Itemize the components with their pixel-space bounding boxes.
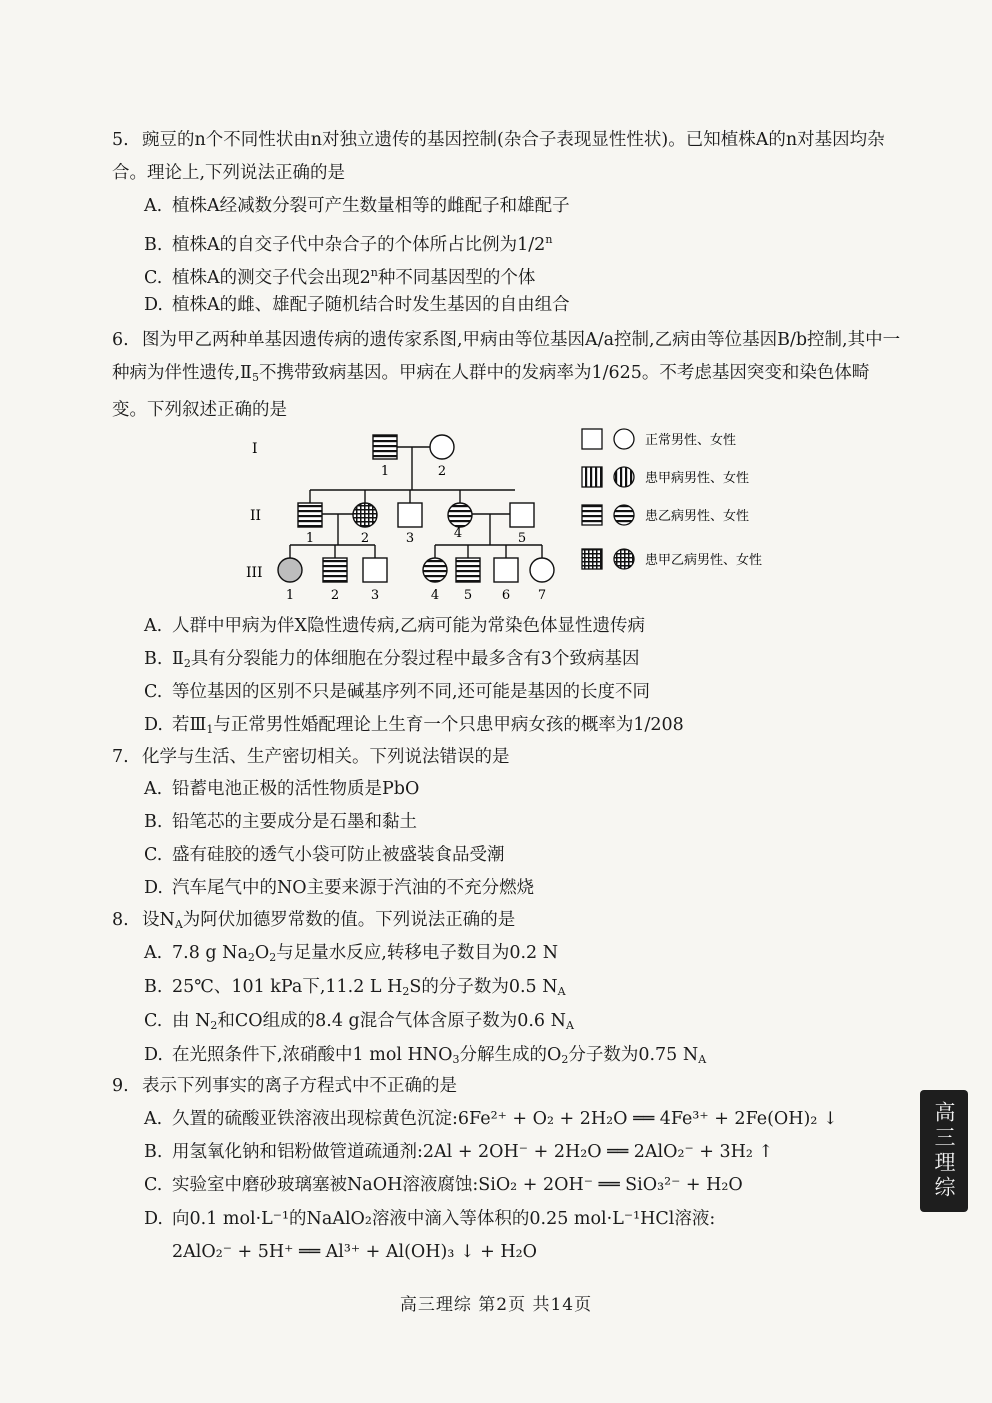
question-number: 8. xyxy=(112,910,129,930)
svg-text:2: 2 xyxy=(360,531,370,546)
svg-text:患甲病男性、女性: 患甲病男性、女性 xyxy=(645,471,750,486)
individual-III4 xyxy=(423,558,447,582)
individual-III6 xyxy=(494,558,518,582)
individual-II1 xyxy=(298,503,322,527)
gen-label-3: III xyxy=(246,565,263,581)
gen-label-2: II xyxy=(250,508,262,524)
option-5b: B. 植株A的自交子代中杂合子的个体所占比例为1/2$^n$ xyxy=(144,233,553,255)
individual-I2 xyxy=(430,435,454,459)
question-stem: 化学与生活、生产密切相关。下列说法错误的是 xyxy=(142,747,510,767)
option-8a: A. 7.8 g $Na_2O_2$与足量水反应,转移电子数目为0.2 N xyxy=(144,943,559,964)
option-7b: B. 铅笔芯的主要成分是石墨和黏土 xyxy=(144,812,417,832)
option-6a: A. 人群中甲病为伴X隐性遗传病,乙病可能为常染色体显性遗传病 xyxy=(144,616,646,636)
question-9 xyxy=(112,1070,902,1103)
question-number: 6. xyxy=(112,330,129,350)
question-number: 5. xyxy=(112,130,129,150)
gen-label-1: I xyxy=(252,441,258,457)
option-5a: A. 植株A经减数分裂可产生数量相等的雌配子和雄配子 xyxy=(144,196,570,216)
option-6b: B. $Ⅱ_2$具有分裂能力的体细胞在分裂过程中最多含有3个致病基因 xyxy=(144,649,640,670)
option-7d: D. 汽车尾气中的NO主要来源于汽油的不充分燃烧 xyxy=(144,878,535,898)
individual-III3 xyxy=(363,558,387,582)
svg-text:3: 3 xyxy=(370,588,380,603)
svg-text:4: 4 xyxy=(430,588,440,603)
option-7a: A. 铅蓄电池正极的活性物质是PbO xyxy=(144,779,420,799)
svg-text:患乙病男性、女性: 患乙病男性、女性 xyxy=(645,509,750,524)
svg-text:2: 2 xyxy=(330,588,340,603)
pedigree-diagram xyxy=(240,425,810,610)
question-stem: 设N xyxy=(142,910,175,930)
option-8d: D. 在光照条件下,浓硝酸中1 mol $HNO_3$分解生成的$O_2$分子数为0.75 $N_A$ xyxy=(144,1045,707,1066)
question-stem: 图为甲乙两种单基因遗传病的遗传家系图,甲病由等位基因A/a控制,乙病由等位基因B/b控制,其中一种病为伴性遗传,Ⅱ xyxy=(112,330,901,383)
option-5d: D. 植株A的雌、雄配子随机结合时发生基因的自由组合 xyxy=(144,295,570,315)
option-9a: A. 久置的硫酸亚铁溶液出现棕黄色沉淀:6Fe²⁺ + O₂ + 2H₂O ══ 4Fe³⁺ + 2Fe(OH)₂ ↓ xyxy=(144,1109,838,1129)
option-6c: C. 等位基因的区别不只是碱基序列不同,还可能是基因的长度不同 xyxy=(144,682,651,702)
svg-text:1: 1 xyxy=(285,588,295,603)
svg-text:3: 3 xyxy=(405,531,415,546)
svg-text:6: 6 xyxy=(501,588,511,603)
individual-I1 xyxy=(373,435,397,459)
svg-text:4: 4 xyxy=(453,526,463,541)
svg-text:5: 5 xyxy=(517,531,527,546)
question-8: 8. 设$N_A$为阿伏加德罗常数的值。下列说法正确的是 xyxy=(112,904,902,941)
svg-text:1: 1 xyxy=(305,531,315,546)
question-number: 7. xyxy=(112,747,129,767)
question-number: 9. xyxy=(112,1076,129,1096)
svg-text:7: 7 xyxy=(537,588,547,603)
option-7c: C. 盛有硅胶的透气小袋可防止被盛装食品受潮 xyxy=(144,845,505,865)
question-stem: 表示下列事实的离子方程式中不正确的是 xyxy=(142,1076,457,1096)
legend-labels xyxy=(645,432,762,568)
individual-II2 xyxy=(353,503,377,527)
option-9c: C. 实验室中磨砂玻璃塞被NaOH溶液腐蚀:SiO₂ + 2OH⁻ ══ SiO₃²⁻ + H₂O xyxy=(144,1175,743,1195)
subject-side-tab: 高三理综 xyxy=(920,1090,968,1212)
question-stem: 豌豆的n个不同性状由n对独立遗传的基因控制(杂合子表现显性性状)。已知植株A的n对基因均杂合。理论上,下列说法正确的是 xyxy=(112,130,885,183)
individual-III5 xyxy=(456,558,480,582)
pedigree-legend xyxy=(582,429,634,569)
option-8c: C. 由 $N_2$和CO组成的8.4 g混合气体含原子数为0.6 $N_A$ xyxy=(144,1011,574,1032)
option-6d: D. 若$Ⅲ_1$与正常男性婚配理论上生育一个只患甲病女孩的概率为1/208 xyxy=(144,715,684,736)
page-footer: 高三理综 第2页 共14页 xyxy=(399,1295,593,1315)
individual-III7 xyxy=(530,558,554,582)
svg-text:5: 5 xyxy=(463,588,473,603)
generation-labels xyxy=(246,441,263,581)
svg-text:正常男性、女性: 正常男性、女性 xyxy=(645,433,737,448)
individual-II4 xyxy=(448,503,472,527)
option-5c: C. 植株A的测交子代会出现2$^n$种不同基因型的个体 xyxy=(144,266,536,288)
individual-II5 xyxy=(510,503,534,527)
individual-III1 xyxy=(278,558,302,582)
question-7 xyxy=(112,741,902,774)
individual-III2 xyxy=(323,558,347,582)
svg-text:1: 1 xyxy=(380,464,390,479)
option-9d: D. 向0.1 mol·L⁻¹的NaAlO₂溶液中滴入等体积的0.25 mol·L⁻¹HCl溶液: xyxy=(144,1209,716,1229)
svg-text:2: 2 xyxy=(437,464,447,479)
question-5 xyxy=(112,124,902,190)
option-9b: B. 用氢氧化钠和铝粉做管道疏通剂:2Al + 2OH⁻ + 2H₂O ══ 2AlO₂⁻ + 3H₂ ↑ xyxy=(144,1142,774,1162)
svg-text:患甲乙病男性、女性: 患甲乙病男性、女性 xyxy=(645,553,763,568)
option-9d-equation: 2AlO₂⁻ + 5H⁺ ══ Al³⁺ + Al(OH)₃ ↓ + H₂O xyxy=(172,1242,538,1262)
individual-II3 xyxy=(398,503,422,527)
option-8b: B. 25℃、101 kPa下,11.2 L $H_2S$的分子数为0.5 $N_A$ xyxy=(144,977,566,998)
question-6: 6. 图为甲乙两种单基因遗传病的遗传家系图,甲病由等位基因A/a控制,乙病由等位基因B/b控制,其中一种病为伴性遗传$,Ⅱ_5$不携带致病基因。甲病在人群中的发病率为1/625。不考虑基因突变和染色体畸变。下列叙述正确的是 xyxy=(112,324,902,427)
